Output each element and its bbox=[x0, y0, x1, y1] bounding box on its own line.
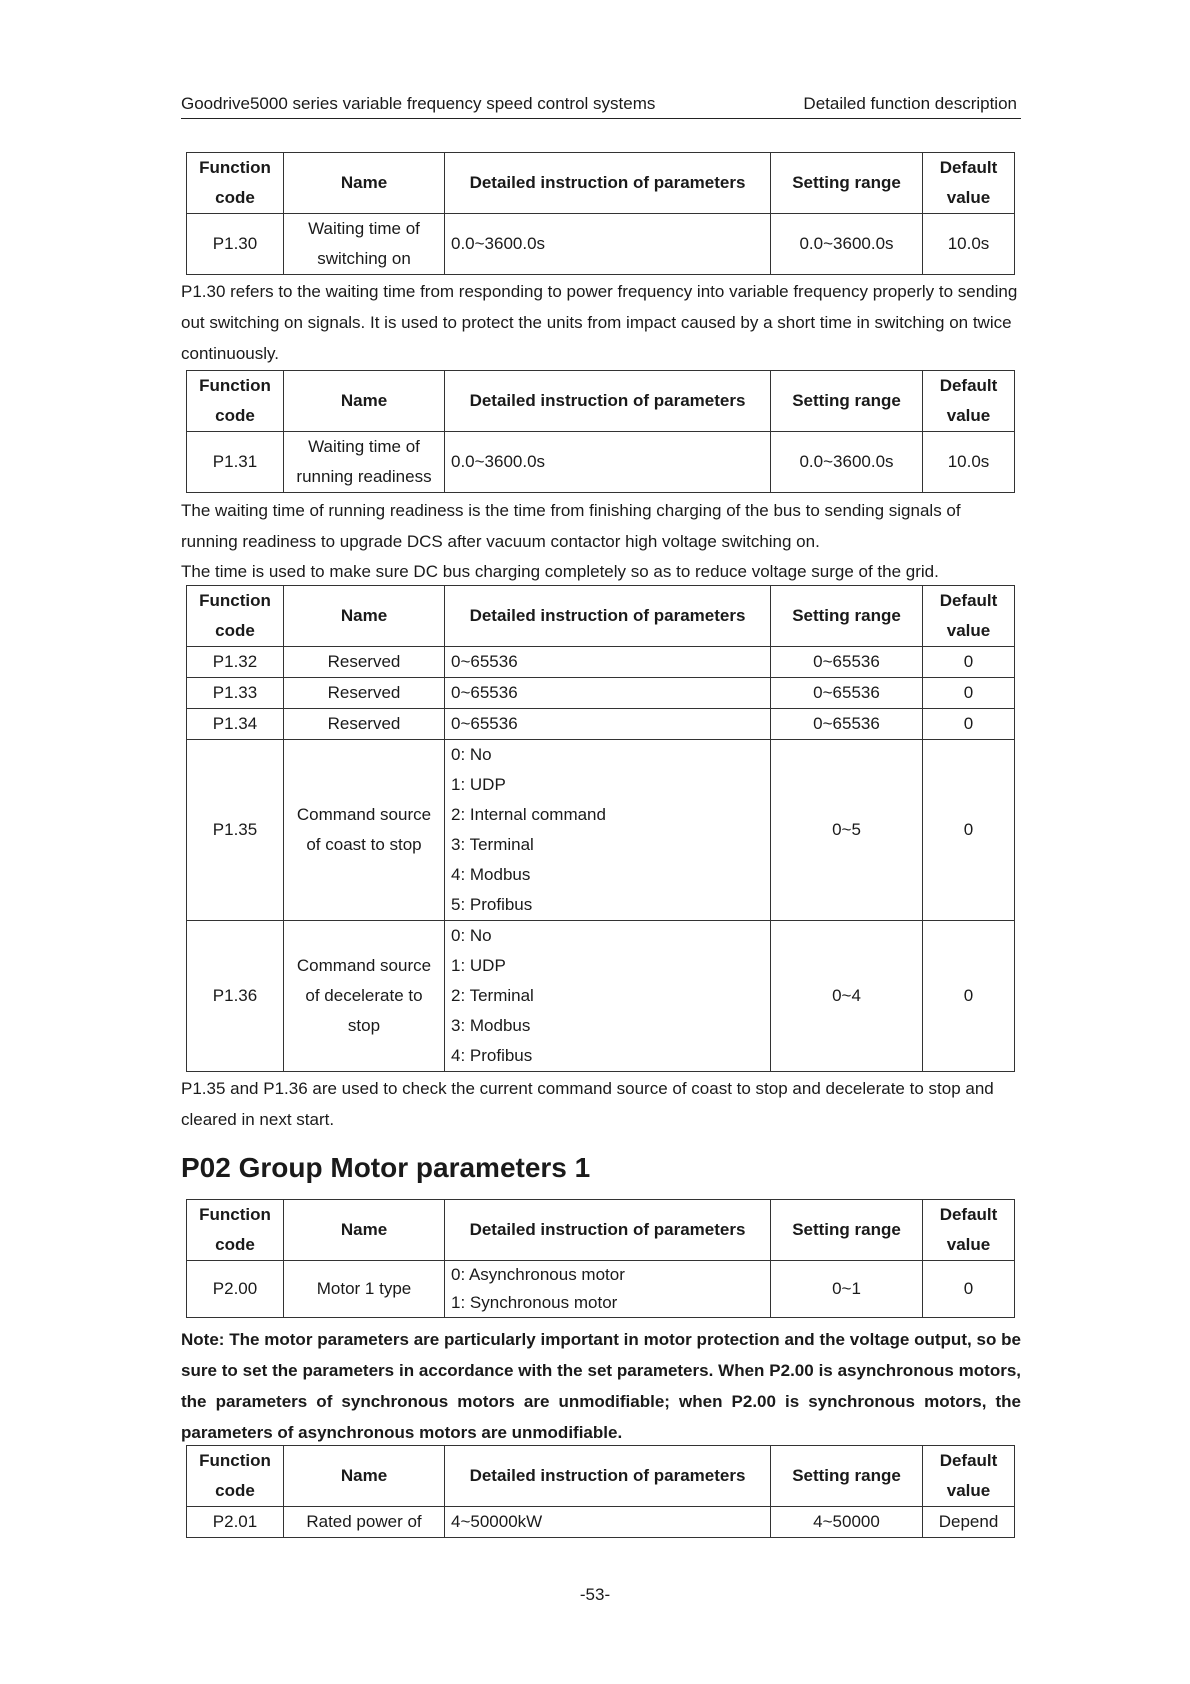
col-header-name: Name bbox=[284, 1446, 445, 1507]
cell-default: 0 bbox=[923, 709, 1015, 740]
section-title: P02 Group Motor parameters 1 bbox=[181, 1152, 591, 1183]
cell-range: 0.0~3600.0s bbox=[771, 214, 923, 275]
col-header-default: Default value bbox=[923, 371, 1015, 432]
cell-default: 0 bbox=[923, 678, 1015, 709]
col-header-range: Setting range bbox=[771, 586, 923, 647]
col-header-name: Name bbox=[284, 153, 445, 214]
cell-range: 4~50000 bbox=[771, 1507, 923, 1538]
page-number: -53- bbox=[579, 1585, 611, 1604]
col-header-name: Name bbox=[284, 371, 445, 432]
col-header-range: Setting range bbox=[771, 1446, 923, 1507]
cell-name: Command source of decelerate to stop bbox=[284, 921, 445, 1072]
cell-code: P1.33 bbox=[187, 678, 284, 709]
cell-range: 0.0~3600.0s bbox=[771, 432, 923, 493]
cell-detail: 0.0~3600.0s bbox=[445, 214, 771, 275]
col-header-detail: Detailed instruction of parameters bbox=[445, 153, 771, 214]
col-header-detail: Detailed instruction of parameters bbox=[445, 586, 771, 647]
col-header-default: Default value bbox=[923, 1446, 1015, 1507]
cell-detail: 0.0~3600.0s bbox=[445, 432, 771, 493]
cell-detail: 4~50000kW bbox=[445, 1507, 771, 1538]
table-row bbox=[187, 740, 1015, 921]
table-header-row bbox=[187, 1200, 1015, 1261]
table-row bbox=[187, 1507, 1015, 1538]
col-header-range: Setting range bbox=[771, 153, 923, 214]
table-header-row bbox=[187, 371, 1015, 432]
cell-default: Depend bbox=[923, 1507, 1015, 1538]
cell-default: 10.0s bbox=[923, 214, 1015, 275]
cell-range: 0~1 bbox=[771, 1261, 923, 1318]
param-table-p200 bbox=[186, 1199, 1015, 1318]
cell-detail-options: 0: No 1: UDP 2: Internal command 3: Terminal 4: Modbus 5: Profibus bbox=[445, 740, 771, 921]
cell-name: Command source of coast to stop bbox=[284, 740, 445, 921]
table-row bbox=[187, 1261, 1015, 1318]
cell-name: Waiting time of running readiness bbox=[284, 432, 445, 493]
col-header-name: Name bbox=[284, 586, 445, 647]
col-header-detail: Detailed instruction of parameters bbox=[445, 371, 771, 432]
cell-range: 0~5 bbox=[771, 740, 923, 921]
col-header-default: Default value bbox=[923, 153, 1015, 214]
cell-range: 0~4 bbox=[771, 921, 923, 1072]
table-header-row bbox=[187, 153, 1015, 214]
cell-default: 0 bbox=[923, 740, 1015, 921]
table-row bbox=[187, 921, 1015, 1072]
table-header-row bbox=[187, 586, 1015, 647]
param-table-p130 bbox=[186, 152, 1015, 275]
cell-default: 10.0s bbox=[923, 432, 1015, 493]
col-header-range: Setting range bbox=[771, 1200, 923, 1261]
cell-detail-options: 0: No 1: UDP 2: Terminal 3: Modbus 4: Profibus bbox=[445, 921, 771, 1072]
paragraph-p131-purpose: The time is used to make sure DC bus charging completely so as to reduce voltage surge of the grid. bbox=[181, 562, 939, 581]
cell-code: P2.01 bbox=[187, 1507, 284, 1538]
col-header-code: Function code bbox=[187, 1446, 284, 1507]
col-header-code: Function code bbox=[187, 153, 284, 214]
col-header-default: Default value bbox=[923, 586, 1015, 647]
cell-code: P2.00 bbox=[187, 1261, 284, 1318]
motor-parameters-note: Note: The motor parameters are particularly important in motor protection and the voltage output, so be sure to set the parameters in accordance with the set parameters. When P2.00 is asynchronous motors, the parameters of synchronous motors are unmodifiable; when P2.00 is synchronous motors, the parameters of asynchronous motors are unmodifiable. bbox=[181, 1330, 1021, 1442]
cell-default: 0 bbox=[923, 921, 1015, 1072]
paragraph-p130: P1.30 refers to the waiting time from responding to power frequency into variable frequency properly to sending out switching on signals. It is used to protect the units from impact caused by a short time in switching on twice continuously. bbox=[181, 282, 1018, 363]
cell-detail: 0~65536 bbox=[445, 709, 771, 740]
cell-name: Reserved bbox=[284, 647, 445, 678]
col-header-detail: Detailed instruction of parameters bbox=[445, 1200, 771, 1261]
cell-code: P1.36 bbox=[187, 921, 284, 1072]
cell-default: 0 bbox=[923, 647, 1015, 678]
cell-name: Rated power of bbox=[284, 1507, 445, 1538]
paragraph-p131: The waiting time of running readiness is the time from finishing charging of the bus to sending signals of running readiness to upgrade DCS after vacuum contactor high voltage switching on. bbox=[181, 501, 961, 551]
paragraph-p135-p136: P1.35 and P1.36 are used to check the current command source of coast to stop and decelerate to stop and cleared in next start. bbox=[181, 1079, 994, 1129]
col-header-code: Function code bbox=[187, 371, 284, 432]
cell-code: P1.30 bbox=[187, 214, 284, 275]
table-row bbox=[187, 432, 1015, 493]
table-row bbox=[187, 647, 1015, 678]
cell-range: 0~65536 bbox=[771, 647, 923, 678]
table-row bbox=[187, 214, 1015, 275]
cell-code: P1.31 bbox=[187, 432, 284, 493]
table-row bbox=[187, 678, 1015, 709]
col-header-default: Default value bbox=[923, 1200, 1015, 1261]
cell-code: P1.34 bbox=[187, 709, 284, 740]
cell-code: P1.32 bbox=[187, 647, 284, 678]
header-section: Detailed function description bbox=[803, 94, 1017, 113]
col-header-code: Function code bbox=[187, 1200, 284, 1261]
cell-range: 0~65536 bbox=[771, 709, 923, 740]
param-table-p201 bbox=[186, 1445, 1015, 1538]
header-title: Goodrive5000 series variable frequency speed control systems bbox=[181, 94, 656, 113]
col-header-range: Setting range bbox=[771, 371, 923, 432]
cell-detail: 0~65536 bbox=[445, 647, 771, 678]
cell-range: 0~65536 bbox=[771, 678, 923, 709]
cell-name: Reserved bbox=[284, 709, 445, 740]
page-header bbox=[181, 92, 1021, 119]
cell-name: Reserved bbox=[284, 678, 445, 709]
cell-name: Motor 1 type bbox=[284, 1261, 445, 1318]
cell-name: Waiting time of switching on bbox=[284, 214, 445, 275]
cell-detail: 0~65536 bbox=[445, 678, 771, 709]
cell-default: 0 bbox=[923, 1261, 1015, 1318]
param-table-p132-p136 bbox=[186, 585, 1015, 1072]
table-row bbox=[187, 709, 1015, 740]
cell-code: P1.35 bbox=[187, 740, 284, 921]
param-table-p131 bbox=[186, 370, 1015, 493]
col-header-detail: Detailed instruction of parameters bbox=[445, 1446, 771, 1507]
col-header-code: Function code bbox=[187, 586, 284, 647]
col-header-name: Name bbox=[284, 1200, 445, 1261]
table-header-row bbox=[187, 1446, 1015, 1507]
cell-detail-options: 0: Asynchronous motor 1: Synchronous motor bbox=[445, 1261, 771, 1318]
